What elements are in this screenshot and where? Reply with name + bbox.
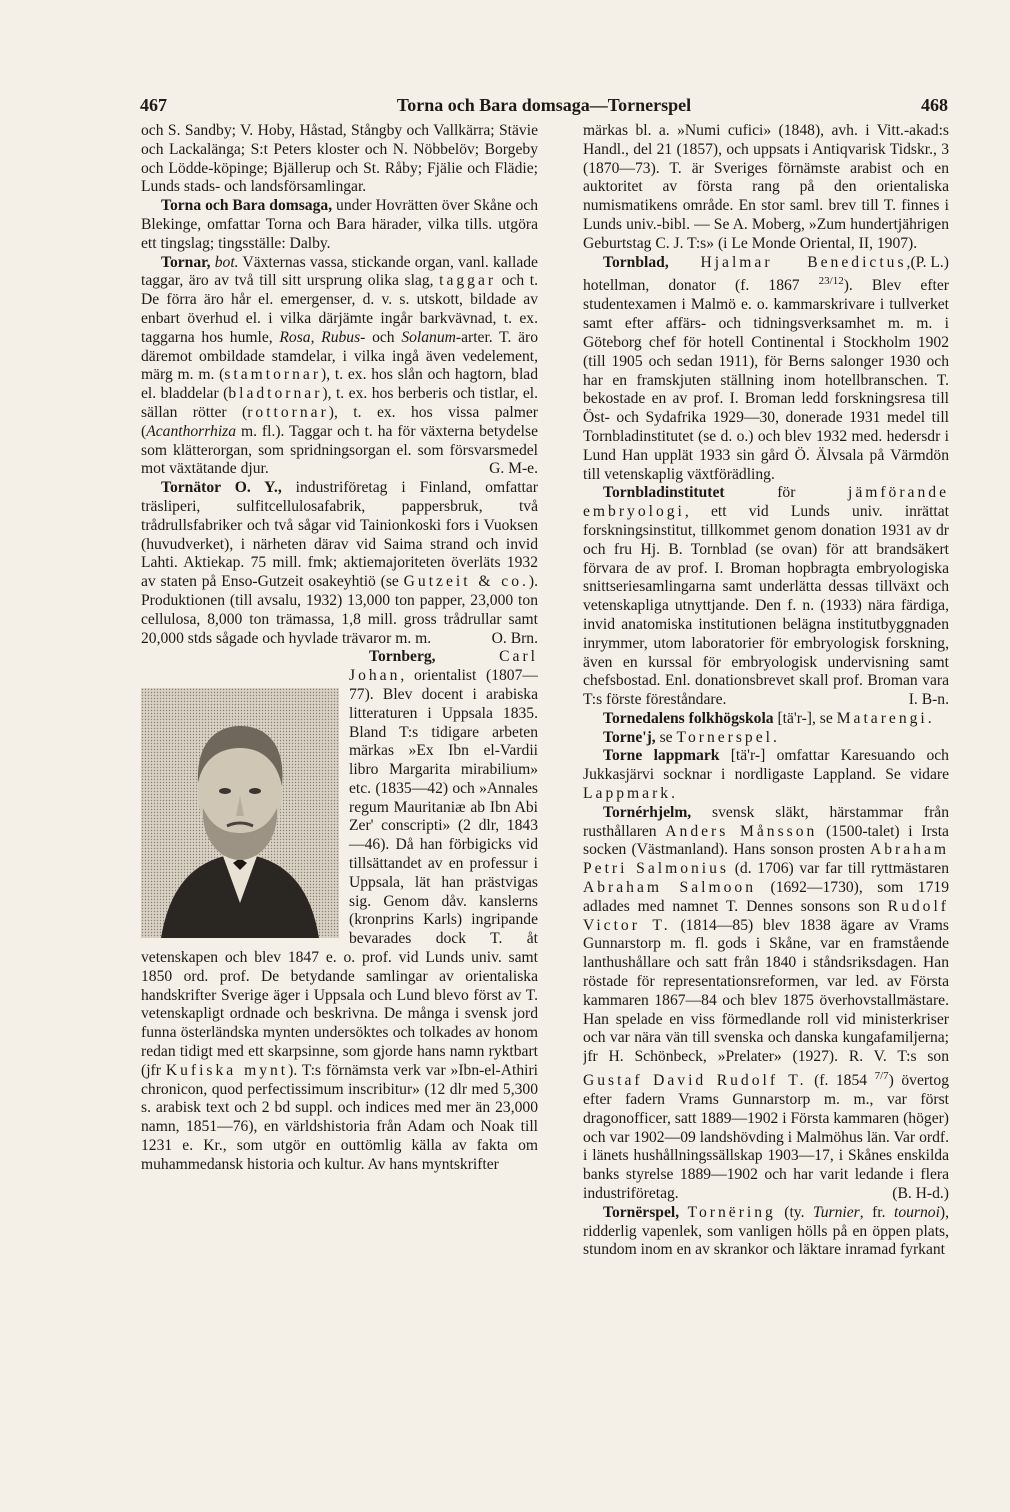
author-signature: O. Brn. <box>491 629 538 647</box>
entry-headword: Torna och Bara domsaga, <box>161 197 333 215</box>
entry-tornator: Tornätor O. Y., industriföretag i Finland, omfattar träsliperi, sulfitcellulosafabrik, pappersbruk, två trådrullsfabriker och två sågar vid Tainionkoski fors i Vuoksen (huvudverket), i närheten därav vid Saima strand och invid Lahti. Aktiekap. 75 mill. fmk; aktiemajoriteten överläts 1932 av staten på Enso-Gutzeit osakeyhtiö (se Gutzeit & co.). Produktionen (till avsalu, 1932) 13,000 ton papper, 23,000 ton cellulosa, 8,000 ton trämassa, 1,8 mill. gross trådrullar samt 20,000 stds sågade och hyvlade trävaror m. m. O. Brn. <box>141 479 538 647</box>
author-signature: I. B-n. <box>908 691 949 709</box>
entry-tornblad: Tornblad, Hjalmar Benedictus, hotellman, donator (f. 1867 $^{23/12}$). Blev efter studentexamen i Malmö e. o. kammarskrivare i tullverket samt efter affärs- och tidningsverksamhet m. m. i Göteborg chef för hotell Continental i Stockholm 1902 (till 1905 och sedan 1911), för Berns salonger 1930 och har en framskjuten ställning inom hotellbranschen. T. bekostade en av prof. I. Broman ledd forskningsresa till Öst- och Sydafrika 1929—30, donerade 1931 medel till Tornbladinstitutet (se d. o.) och blev 1932 med. hedersdr i Lund Han upplät 1933 sin gård Ö. Älvsala på Värmdön till vetenskaplig växtförädling. <box>583 253 949 483</box>
entry-tornar: Tornar, bot. Växternas vassa, stickande organ, vanl. kallade taggar, äro av två till sitt ursprung olika slag, taggar och t. De förra äro hår el. emergenser, d. v. s. utskott, bildade av enbart överhud el. i vilka därjämte ingår barkvävnad, t. ex. taggarna hos humle, Rosa, Rubus- och Solanum-arter. T. äro däremot ombildade stamdelar, i vilka ingå även vedelement, märg m. m. (stamtornar), t. ex. hos slån och hagtorn, blad el. bladdelar (bladtornar), t. ex. hos berberis och tistlar, el. sällan rötter (rottornar), t. ex. hos vissa palmer (Acanthorrhiza m. fl.). Taggar och t. ha för växterna betydelse som klätterorgan, som spridningsorgan el. som försvarsmedel mot växtätande djur. G. M-e. <box>141 253 538 478</box>
entry-headword: Tornätor O. Y., <box>161 479 282 497</box>
entry-headword: Tornblad, <box>603 253 669 271</box>
entry-continuation: och S. Sandby; V. Hoby, Håstad, Stångby och Vallkärra; Stävie och Lackalänga; S:t Peters kloster och N. Nöbbelöv; Borgeby och Lödde-köpinge; Bjällerup och St. Råby; Fjälie och Flädie; Lunds stads- och landsförsamlingar. <box>141 122 538 196</box>
left-column <box>141 122 538 1402</box>
page-number-left: 467 <box>140 95 167 115</box>
author-signature: G. M-e. <box>489 460 538 478</box>
entry-headword: Tornedalens folkhögskola <box>603 709 774 727</box>
right-column <box>583 122 949 1402</box>
entry-headword: Tornbladinstitutet <box>603 484 725 502</box>
running-header <box>140 95 948 119</box>
page-number-right: 468 <box>921 95 948 115</box>
entry-continuation: märkas bl. a. »Numi cufici» (1848), avh. i Vitt.-akad:s Handl., del 21 (1857), och uppsats i Antiqvarisk Tidskr., 3 (1870—73). T. är Sveriges förnämste arabist och en auktoritet av första rang på den orientaliska numismatikens område. En stor saml. brev till T. finnes i Lunds univ.-bibl. — Se A. Moberg, »Zum hundertjährigen Geburtstag C. J. T:s» (i Le Monde Oriental, II, 1907). (P. L.) <box>583 122 949 271</box>
entry-torne-lappmark: Torne lappmark [tä'r-] omfattar Karesuando och Jukkasjärvi socknar i nordligaste Lappland. Se vidare Lappmark. <box>583 747 949 803</box>
entry-tornbladinstitutet: Tornbladinstitutet för jämförande embryologi, ett vid Lunds univ. inrättat forskningsinstitut, tillkommet genom donation 1931 av dr och fru Hj. B. Tornblad (se ovan) för att brandsäkert förvara de av prof. I. Broman hopbragta embryologiska snittseriesamlingarna samt underlätta dessas tillväxt och vetenskapliga utnyttjande. Den f. n. (1933) nära färdiga, invid anatomiska institutionen belägna institutbyggnaden inrymmer, utom laboratorier för embryologisk forskning, även en kurssal för embryologisk undervisning samt chefsbostad. Enl. donationsbrevet skall prof. Broman vara T:s förste föreståndare. I. B-n. <box>583 484 949 709</box>
entry-tornedalens: Tornedalens folkhögskola [tä'r-], se Matarengi. <box>603 709 932 727</box>
running-title: Torna och Bara domsaga—Tornerspel <box>396 95 692 115</box>
author-signature: (P. L.) <box>910 253 949 271</box>
entry-headword: Tornërspel, <box>603 1203 680 1221</box>
portrait-photo <box>141 688 339 938</box>
entry-tornberg: Tornberg, Carl Johan, orientalist (1807—77). Blev docent i arabiska litteraturen i Uppsala 1835. Bland T:s tidigare arbeten märkas »Ex Ibn el-Vardii libro Margarita mirabilium» etc. (1835—42) och »Annales regum Mauritaniæ ab Ibn Abi Zer' conscripti» (2 dlr, 1843—46). Då han förbigicks vid tillsättandet av en professur i Uppsala, lät han prästvigas sig. Genom dåv. kanslerns (kronprins Karls) ingripande bevarades dock T. åt vetenskapen och blev 1847 e. o. prof. vid Lunds univ. samt 1850 ord. prof. De betydande samlingar av orientaliska handskrifter Sverige äger i Uppsala och Lund blevo först av T. vetenskapligt ordnade och beskrivna. De många i svensk jord funna österländska mynten undersöktes och tolkades av honom redan tidigt med ett skarpsinne, som gjorde hans namn ryktbart (jfr Kufiska mynt). T:s förnämsta verk var »Ibn-el-Athiri chronicon, quod perfectissimum inscribitur» (12 dlr med 5,300 s. arabisk text och 2 bd suppl. och indices med mer än 23,000 namn, 1851—76), en världshistoria från Adam och Noak till 1231 e. Kr., som utgör en outtömlig källa av fakta om muhammedansk historia och kultur. Av hans myntskrifter <box>141 648 538 1173</box>
entry-headword: Tornérhjelm, <box>603 803 692 821</box>
author-signature: (B. H-d.) <box>892 1185 949 1202</box>
entry-headword: Torne lappmark <box>603 747 720 765</box>
entry-torna-och-bara: Torna och Bara domsaga, under Hovrätten över Skåne och Blekinge, omfattar Torna och Bara härader, vilka tills. utgöra ett tingslag; tingsställe: Dalby. <box>141 197 538 252</box>
entry-tornej: Torne'j, se Tornerspel. <box>603 728 777 746</box>
entry-headword: Tornar, <box>161 253 211 271</box>
entry-tornerhjelm: Tornérhjelm, svensk släkt, härstammar från rusthållaren Anders Månsson (1500-talet) i Irsta socken (Västmanland). Hans sonson prosten Abraham Petri Salmonius (d. 1706) var far till ryttmästaren Abraham Salmoon (1692—1730), som 1719 adlades med namnet T. Dennes sonsons son Rudolf Victor T. (1814—85) blev 1838 ägare av Vrams Gunnarstorp m. fl. gods i Skåne, var en framstående lanthushållare och satt från 1840 i ståndsriksdagen. Han röstade för representationsreformen, var led. av Första kammaren 1867—84 och blev 1875 överhovstallmästare. Han spelade en viss förmedlande roll vid ministerkriser och var nära vän till svenska och danska kungafamiljerna; jfr H. Schönbeck, »Prelater» (1927). R. V. T:s son Gustaf David Rudolf T. (f. 1854 $^{7/7}$) övertog efter fadern Vrams Gunnarstorp m. m., var först dragonofficer, satt 1889—1902 i Första kammaren (höger) och var 1902—09 landshövding i Malmöhus län. Var ordf. i länets hushållningssällskap 1903—17, i Skånes enskilda banks styrelse 1889—1902 och har varit ledande i flera industriföretag. (B. H-d.) <box>583 803 949 1202</box>
entry-headword: Torne'j, <box>603 728 656 746</box>
entry-headword: Tornberg, <box>369 648 436 666</box>
entry-tornerspel: Tornërspel, Tornëring (ty. Turnier, fr. tournoi), ridderlig vapenlek, som vanligen hölls på en öppen plats, stundom inom en av skrankor och läktare inramad fyrkant <box>583 1203 949 1259</box>
